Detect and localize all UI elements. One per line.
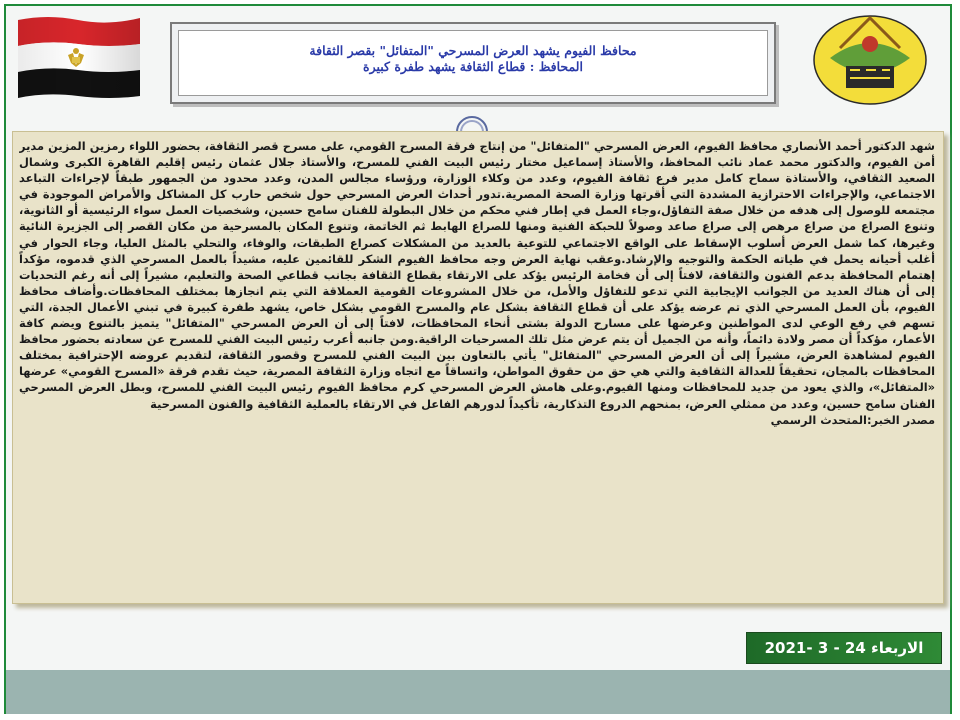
bottom-band	[6, 670, 950, 714]
headline-box	[170, 22, 776, 104]
fayoum-governorate-logo-icon	[810, 8, 930, 108]
headline-line-1: محافظ الفيوم يشهد العرض المسرحي "المتفائل" بقصر الثقافة	[309, 43, 637, 58]
headline-inner	[178, 30, 768, 96]
article-body: شهد الدكتور أحمد الأنصاري محافظ الفيوم، العرض المسرحي "المتفائل" من إنتاج فرقة المسرح القومي، على مسرح قصر الثقافة، بحضور اللواء رمزين المزين مدير أمن الفيوم، والدكتور محمد عماد نائب المحافظ، والأستاذ إسماعيل مختار رئيس البيت الفني للمسرح، والأستاذ جلال عثمان رئيس إقليم القاهرة الكبرى وشمال الصعيد الثقافي، والأستاذة سماح كامل مدير فرع ثقافة الفيوم، وعدد من وكلاء الوزارة، ورؤساء مجالس المدن، وعدد محدود من الجمهور طبقاً لإجراءات التباعد الاجتماعي، والإجراءات الاحترازية المشددة التي أقرتها وزارة الصحة المصرية.تدور أحداث العرض المسرحي حول شخص حارب كل المشاكل والأمراض الموجودة في مجتمعه للوصول إلى هدفه من خلال صفة التفاؤل،وجاء العمل في إطار فني محكم من خلال البطولة للفنان سامح حسين، وشخصيات العمل سواء الرئيسية أو الثانوية، وتنوع الصراع من صراع مرهص إلى صراع صاعد وصولاً للحبكة الفنية ومنها للصراع الهابط ثم الخاتمة، وتنوع المكان بالمسرحية من مكان القصر إلى الجزيرة النائية وغيرها، كما شمل العرض أسلوب الإسقاط على الواقع الاجتماعي للتوعية بالعديد من المشكلات كصراع الطبقات، والوفاء، والتحلي بالمثل العليا، وجاء الحوار في أغلب أحيانه يحمل في طياته الحكمة والتوجيه والإرشاد.وعقب نهاية العرض وجه محافظ الفيوم الشكر للقائمين عليه، مشيداً بالعمل المسرحي الذي قدموه، مؤكداً إهتمام المحافظة بدعم الفنون والثقافة، لافتاً إلى أن فخامة الرئيس يؤكد على الارتقاء بقطاع الثقافة بجانب قطاعي الصحة والتعليم، مشيراً إلى أنه رغم التحديات إلى أن هناك العديد من الجوانب الإيجابية التي تدعو للتفاؤل والأمل، من خلال المشروعات القومية العملاقة التي يتم انجازها بمختلف المحافظات.وأضاف محافظ الفيوم، بأن العمل المسرحي الذي تم عرضه يؤكد على أن قطاع الثقافة بشكل عام والمسرح القومي بشكل خاص، يشهد طفرة كبيرة في تبني الأعمال الجدة، التي تسهم في رفع الوعي لدى المواطنين وعرضها على مسارح الدولة بشتى أنحاء المحافظات، لافتاً إلى أن العرض المسرحي "المتفائل" يتميز بالتنوع ويضم كافة الأعمار، مؤكداً أن مصر ولادة دائماً، وأنه من الجميل أن يتم عرض مثل تلك المسرحيات الراقية.ومن جانبه أعرب رئيس البيت الفني للمسرح عن سعادته بحضور محافظ الفيوم لمشاهدة العرض، مشيراً إلى أن العرض المسرحي "المتفائل" يأتي بالتعاون بين البيت الفني للمسرح وقصور الثقافة، لتقديم عروضه الإحترافية بمختلف المحافظات بالمجان، تحقيقاً للعدالة الثقافية والتي هي حق من حقوق المواطن، واتساقاً مع اتجاه وزارة الثقافة المصرية، حيث تقدم فرقة «المسرح القومي» عرضها «المتفائل»، والذي يعود من جديد للمحافظات ومنها الفيوم.وعلى هامش العرض المسرحي كرم محافظ الفيوم رئيس البيت الفني للمسرح، وبطل العرض المسرحي الفنان سامح حسين، وعدد من ممثلي العرض، بمنحهم الدروع التذكارية، تأكيداً لدورهم الفاعل في الارتقاء بالعملية الثقافية والفنون المسرحية	[19, 139, 935, 411]
article-source: مصدر الخبر:المتحدث الرسمي	[770, 412, 935, 427]
article-box	[12, 131, 944, 604]
date-bar: الاربعاء 24 - 3 -2021	[746, 632, 942, 664]
article-text	[19, 138, 935, 597]
headline-line-2: المحافظ : قطاع الثقافة يشهد طفرة كبيرة	[363, 59, 583, 74]
egypt-flag-icon	[14, 12, 144, 100]
